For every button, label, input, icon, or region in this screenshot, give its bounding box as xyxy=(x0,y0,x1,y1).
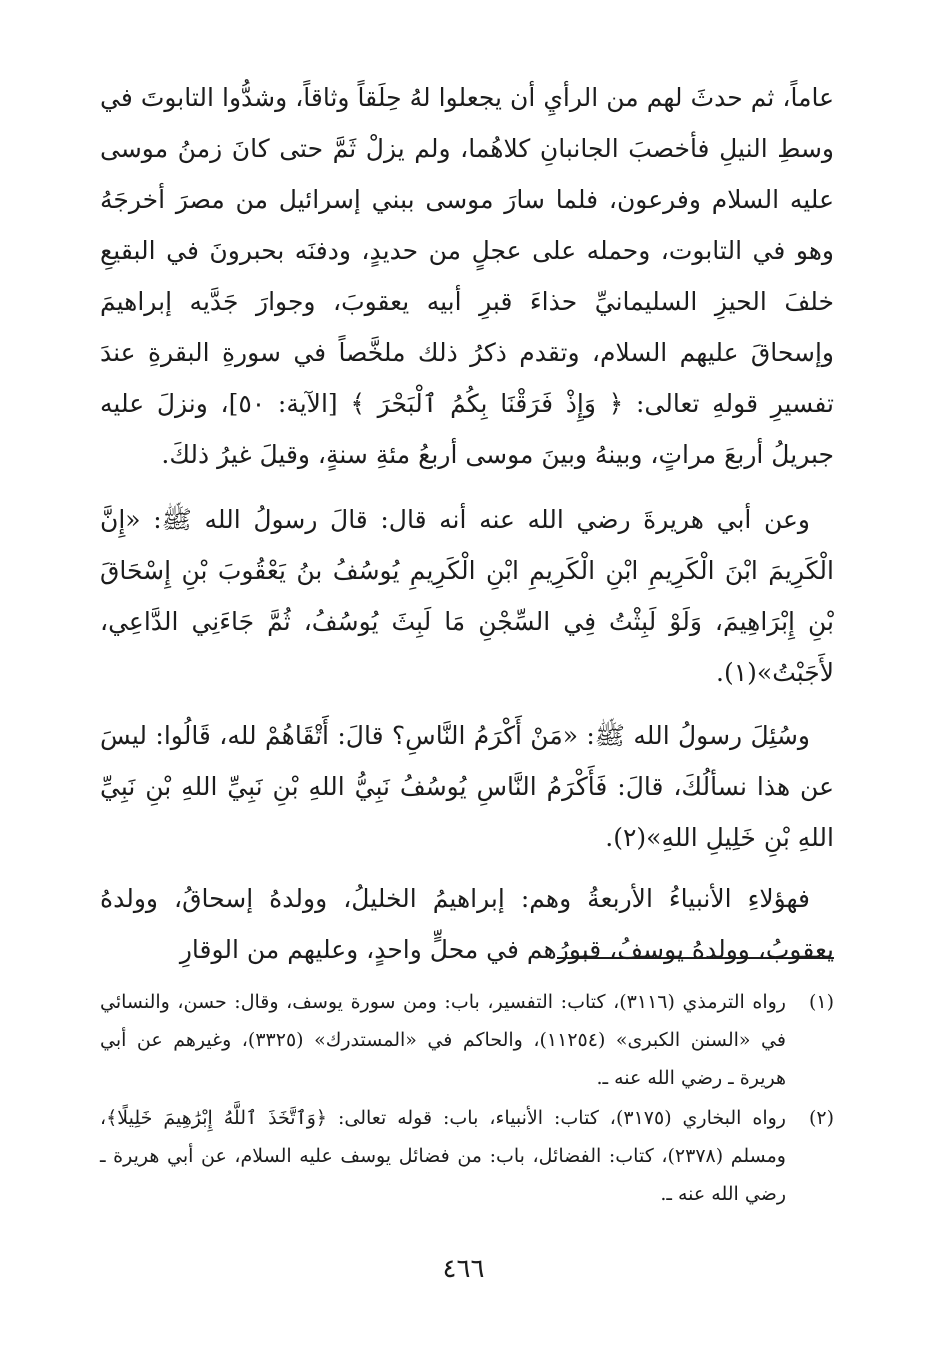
paragraph-1: عاماً، ثم حدثَ لهم من الرأيِ أن يجعلوا لهُ حِلَقاً وثاقاً، وشدُّوا التابوتَ في وسطِ النيلِ فأخصبَ الجانبانِ كلاهُما، ولم يزلْ ثَمَّ حتى كانَ زمنُ موسى عليه السلام وفرعون، فلما سارَ موسى ببني إسرائيل من مصرَ أخرجَهُ وهو في التابوت، وحمله على عجلٍ من حديدٍ، ودفنَه بحبرونَ في البقيعِ خلفَ الحيزِ السليمانيِّ حذاءَ قبرِ أبيه يعقوبَ، وجوارَ جَدَّيه إبراهيمَ وإسحاقَ عليهم السلام، وتقدم ذكرُ ذلك ملخَّصاً في سورةِ البقرةِ عندَ تفسيرِ قولهِ تعالى: ﴿ وَإِذْ فَرَقْنَا بِكُمُ ٱلْبَحْرَ ﴾ [الآية: ٥٠]، ونزلَ عليه جبريلُ أربعَ مراتٍ، وبينهُ وبينَ موسى أربعُ مئةِ سنةٍ، وقيلَ غيرُ ذلكَ. xyxy=(100,83,834,469)
footnote-separator xyxy=(557,957,834,959)
paragraph-3-text: وسُئِلَ رسولُ الله ﷺ: «مَنْ أَكْرَمُ النَّاسِ؟ قالَ: أَتْقَاهُمْ لله، قَالُوا: ليسَ عن هذا نسألُكَ، قالَ: فَأَكْرَمُ النَّاسِ يُوسُفُ نَبِيُّ اللهِ بْنِ نَبِيِّ اللهِ بْنِ نَبِيِّ اللهِ بْنِ خَلِيلِ اللهِ»(٢). xyxy=(100,721,834,852)
paragraph-2 xyxy=(100,494,834,698)
footnote-number: (٢) xyxy=(808,1107,834,1129)
paragraph-3 xyxy=(100,710,834,863)
page-number: ٤٦٦ xyxy=(442,1254,485,1284)
main-text xyxy=(100,72,834,975)
footnote-text: رواه الترمذي (٣١١٦)، كتاب: التفسير، باب: ومن سورة يوسف، وقال: حسن، والنسائي في «السنن الكبرى» (١١٢٥٤)، والحاكم في «المستدرك» (٣٣٢٥)، وغيرهم عن أبي هريرة ـ رضي الله عنه ـ. xyxy=(100,991,786,1089)
footnote-text: رواه البخاري (٣١٧٥)، كتاب: الأنبياء، باب: قوله تعالى: ﴿وَٱتَّخَذَ ٱللَّهُ إِبْرَٰهِيمَ خَلِيلًا﴾، ومسلم (٢٣٧٨)، كتاب: الفضائل، باب: من فضائل يوسف عليه السلام، عن أبي هريرة ـ رضي الله عنه ـ. xyxy=(100,1107,786,1205)
footnotes xyxy=(100,983,834,1215)
paragraph-4 xyxy=(100,873,834,975)
paragraph-4-text: فهؤلاءِ الأنبياءُ الأربعةُ وهم: إبراهيمُ الخليلُ، وولدهُ إسحاقُ، وولدهُ يعقوبُ، وولدهُ يوسفُ، قبورُهم في محلٍّ واحدٍ، وعليهم من الوقارِ xyxy=(100,884,834,964)
footnote-number: (١) xyxy=(808,991,834,1013)
footnote-2 xyxy=(100,1099,834,1213)
footnote-1 xyxy=(100,983,834,1097)
paragraph-2-text: وعن أبي هريرةَ رضي الله عنه أنه قال: قالَ رسولُ الله ﷺ: «إِنَّ الْكَرِيمَ ابْنَ الْكَرِيمِ ابْنِ الْكَرِيمِ ابْنِ الْكَرِيمِ يُوسُفُ بنُ يَعْقُوبَ بْنِ إِسْحَاقَ بْنِ إِبْرَاهِيمَ، وَلَوْ لَبِثْتُ فِي السِّجْنِ مَا لَبِثَ يُوسُفُ، ثُمَّ جَاءَنِي الدَّاعِي، لأَجَبْتُ»(١). xyxy=(100,505,834,687)
